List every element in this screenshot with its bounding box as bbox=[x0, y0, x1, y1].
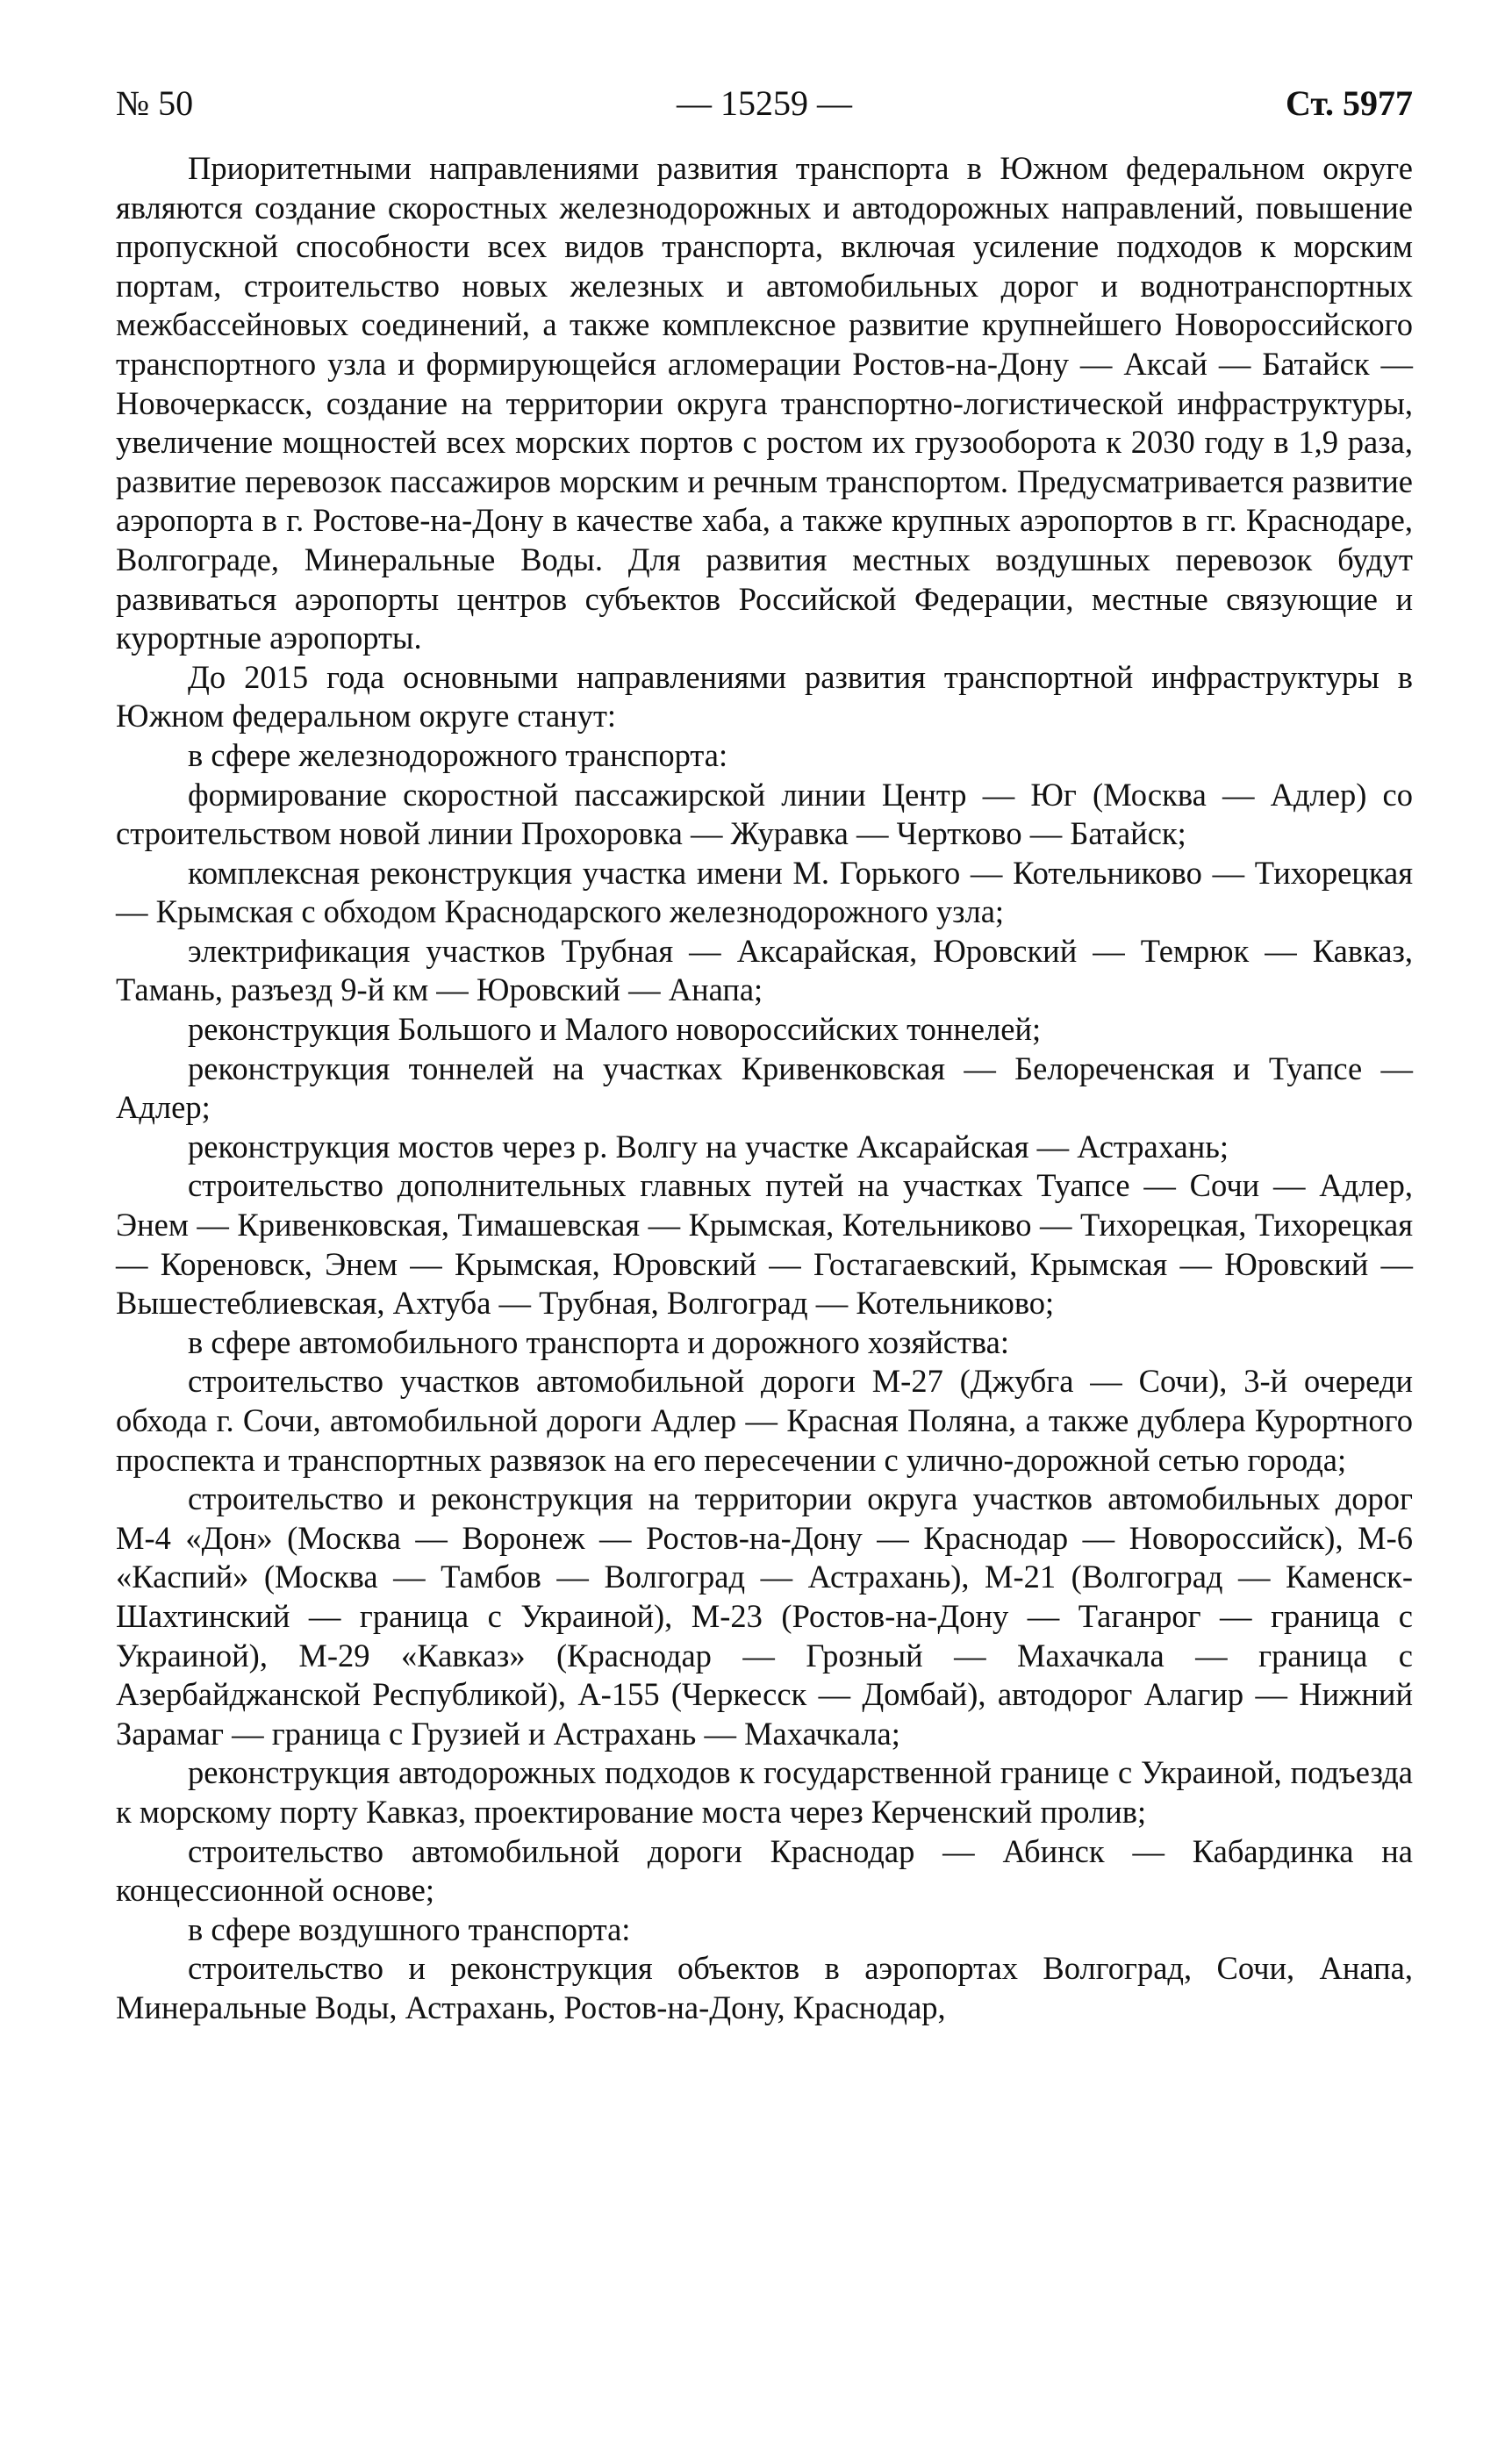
paragraph: реконструкция тоннелей на участках Кривенковская — Белореченская и Туапсе — Адлер; bbox=[116, 1050, 1413, 1126]
paragraph: реконструкция автодорожных подходов к государственной границе с Украиной, подъезда к морскому порту Кавказ, проектирование моста через Керченский пролив; bbox=[116, 1754, 1413, 1830]
page-number: — 15259 — bbox=[677, 83, 852, 123]
paragraph: До 2015 года основными направлениями развития транспортной инфраструктуры в Южном федеральном округе станут: bbox=[116, 658, 1413, 735]
column-number: Ст. 5977 bbox=[1286, 83, 1413, 123]
paragraph: строительство и реконструкция объектов в аэропортах Волгоград, Сочи, Анапа, Минеральные Воды, Астрахань, Ростов-на-Дону, Краснодар, bbox=[116, 1950, 1413, 2025]
paragraph: электрификация участков Трубная — Аксарайская, Юровский — Темрюк — Кавказ, Тамань, разъезд 9-й км — Юровский — Анапа; bbox=[116, 932, 1413, 1008]
paragraph: строительство участков автомобильной дороги М-27 (Джубга — Сочи), 3-й очереди обхода г. Сочи, автомобильной дороги Адлер — Красная Поляна, а также дублера Курортного проспекта и транспортных развязок на его пересечении с улично-дорожной сетью города; bbox=[116, 1363, 1413, 1478]
paragraph: в сфере воздушного транспорта: bbox=[188, 1910, 631, 1947]
document-page bbox=[116, 77, 1413, 2028]
paragraph: реконструкция мостов через р. Волгу на участке Аксарайская — Астрахань; bbox=[188, 1128, 1229, 1165]
issue-number: № 50 bbox=[116, 83, 194, 123]
paragraph: строительство дополнительных главных путей на участках Туапсе — Сочи — Адлер, Энем — Кривенковская, Тимашевская — Крымская, Котельниково — Тихорецкая, Тихорецкая — Кореновск, Энем — Крымская, Юровский — Гостагаевский, Крымская — Юровский — Вышестеблиевская, Ахтуба — Трубная, Волгоград — Котельниково; bbox=[116, 1167, 1413, 1322]
paragraph: Приоритетными направлениями развития транспорта в Южном федеральном округе являются создание скоростных железнодорожных и автодорожных направлений, повышение пропускной способности всех видов транспорта, включая усиление подходов к морским портам, строительство новых железных и автомобильных дорог и воднотранспортных межбассейновых соединений, а также комплексное развитие крупнейшего Новороссийского транспортного узла и формирующейся агломерации Ростов-на-Дону — Аксай — Батайск — Новочеркасск, создание на территории округа транспортно-логистической инфраструктуры, увеличение мощностей всех морских портов с ростом их грузооборота к 2030 году в 1,9 раза, развитие перевозок пассажиров морским и речным транспортом. Предусматривается развитие аэропорта в г. Ростове-на-Дону в качестве хаба, а также крупных аэропортов в гг. Краснодаре, Волгограде, Минеральные Воды. Для развития местных воздушных перевозок будут развиваться аэропорты центров субъектов Российской Федерации, местные связующие и курортные аэропорты. bbox=[116, 150, 1413, 656]
paragraph: в сфере железнодорожного транспорта: bbox=[188, 736, 728, 773]
document-body bbox=[116, 149, 1413, 2028]
paragraph: реконструкция Большого и Малого новороссийских тоннелей; bbox=[188, 1011, 1042, 1048]
paragraph: строительство автомобильной дороги Краснодар — Абинск — Кабардинка на концессионной основе; bbox=[116, 1832, 1413, 1909]
page-header bbox=[116, 77, 1413, 130]
paragraph: строительство и реконструкция на территории округа участков автомобильных дорог М-4 «Дон» (Москва — Воронеж — Ростов-на-Дону — Краснодар — Новороссийск), М-6 «Каспий» (Москва — Тамбов — Волгоград — Астрахань), М-21 (Волгоград — Каменск-Шахтинский — граница с Украиной), М-23 (Ростов-на-Дону — Таганрог — граница с Украиной), М-29 «Кавказ» (Краснодар — Грозный — Махачкала — граница с Азербайджанской Республикой), А-155 (Черкесск — Домбай), автодорог Алагир — Нижний Зарамаг — граница с Грузией и Астрахань — Махачкала; bbox=[116, 1480, 1413, 1752]
paragraph: комплексная реконструкция участка имени М. Горького — Котельниково — Тихорецкая — Крымская с обходом Краснодарского железнодорожного узла; bbox=[116, 854, 1413, 930]
paragraph: в сфере автомобильного транспорта и дорожного хозяйства: bbox=[188, 1323, 1009, 1360]
paragraph: формирование скоростной пассажирской линии Центр — Юг (Москва — Адлер) со строительством новой линии Прохоровка — Журавка — Чертково — Батайск; bbox=[116, 776, 1413, 852]
